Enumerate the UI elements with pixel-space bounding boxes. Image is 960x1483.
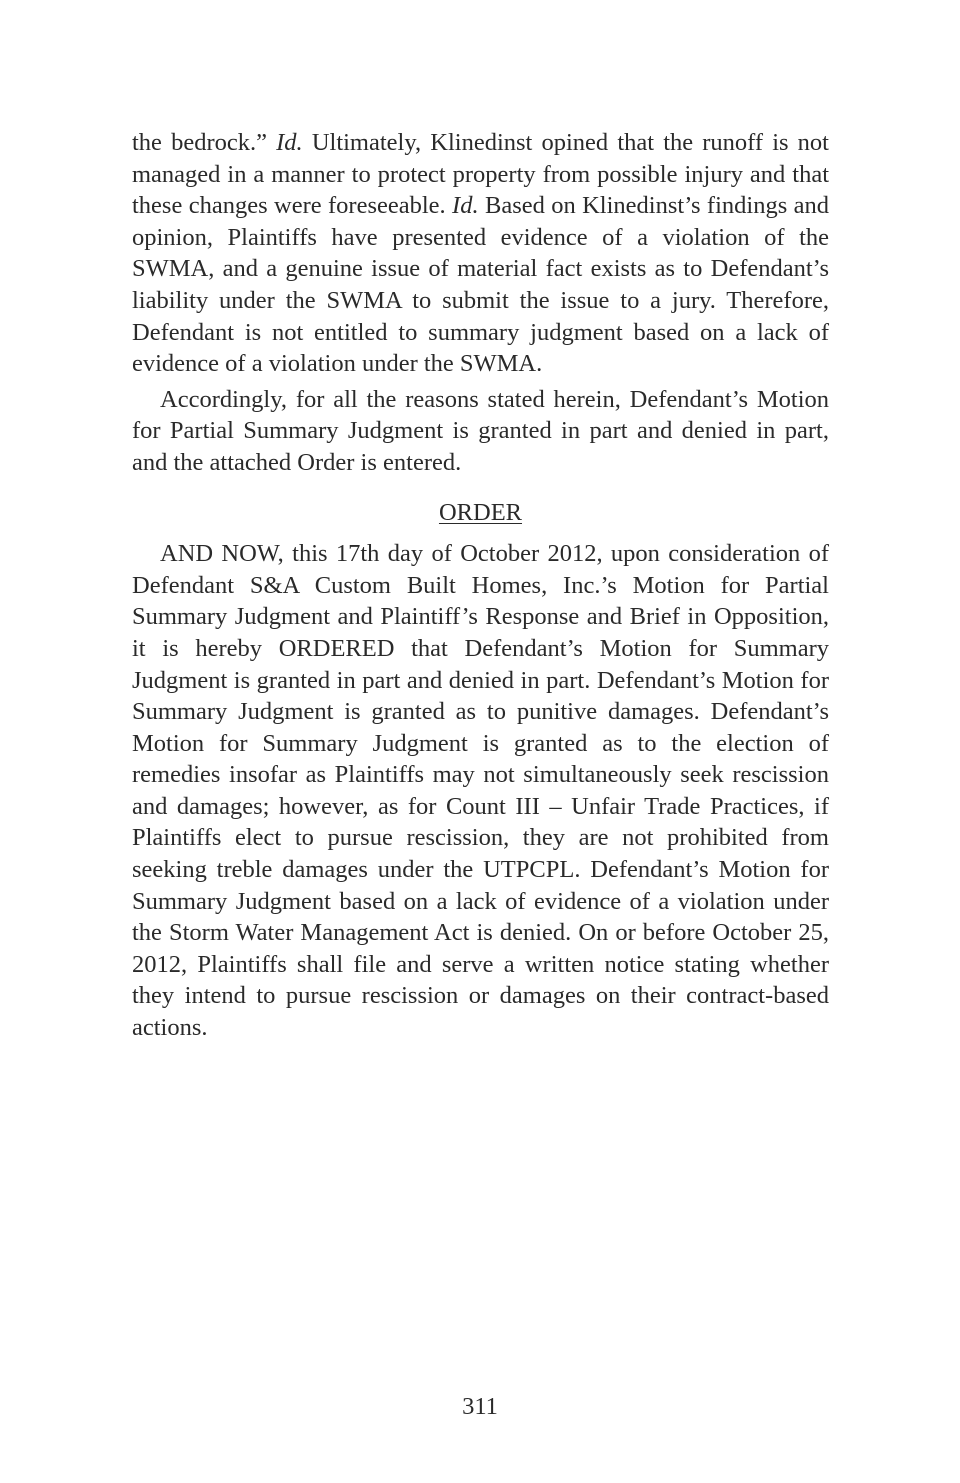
page-number: 311 (462, 1393, 498, 1420)
order-heading (132, 497, 829, 529)
paragraph-1-part-1: the bedrock.” (132, 129, 277, 156)
paragraph-conclusion: Accordingly, for all the reasons stated herein, Defendant’s Motion for Partial Summary Judgment is granted in part and denied in part, and the attached Order is entered. (132, 385, 829, 476)
order-paragraph: AND NOW, this 17th day of October 2012, upon consideration of Defendant S&A Custom Built Homes, Inc.’s Motion for Partial Summary Judgment and Plaintiff’s Response and Brief in Opposition, it is hereby ORDERED that Defendant’s Motion for Summary Judgment is granted in part and denied in part. Defendant’s Motion for Summary Judgment is granted as to punitive damages. Defendant’s Motion for Summary Judgment is granted as to the election of remedies insofar as Plaintiffs may not simultaneously seek rescission and damages; however, as for Count III – Unfair Trade Practices, if Plaintiffs elect to pursue rescission, they are not prohibited from seeking treble damages under the UTPCPL. Defendant’s Motion for Summary Judgment based on a lack of evidence of a violation under the Storm Water Management Act is denied. On or before October 25, 2012, Plaintiffs shall file and serve a written notice stating whether they intend to pursue rescission or damages on their contract-based actions. (132, 540, 829, 1042)
paragraph-1-part-3: Based on Klinedinst’s findings and opinion, Plaintiffs have presented evidence of a violation of the SWMA, and a genuine issue of material fact exists as to Defendant’s liability under the SWMA to submit the issue to a jury. Therefore, Defendant is not entitled to summary judgment based on a lack of evidence of a violation under the SWMA. (132, 192, 829, 378)
body-text (132, 127, 829, 1044)
paragraph-1-part-2: Ultimately, Klinedinst opined that the runoff is not managed in a manner to protect property from possible injury and that these changes were foreseeable. (132, 129, 829, 220)
citation-id: Id. (452, 192, 479, 220)
order-heading-text: ORDER (438, 498, 523, 526)
paragraph-continued (132, 127, 829, 380)
citation-id: Id. (276, 129, 303, 156)
